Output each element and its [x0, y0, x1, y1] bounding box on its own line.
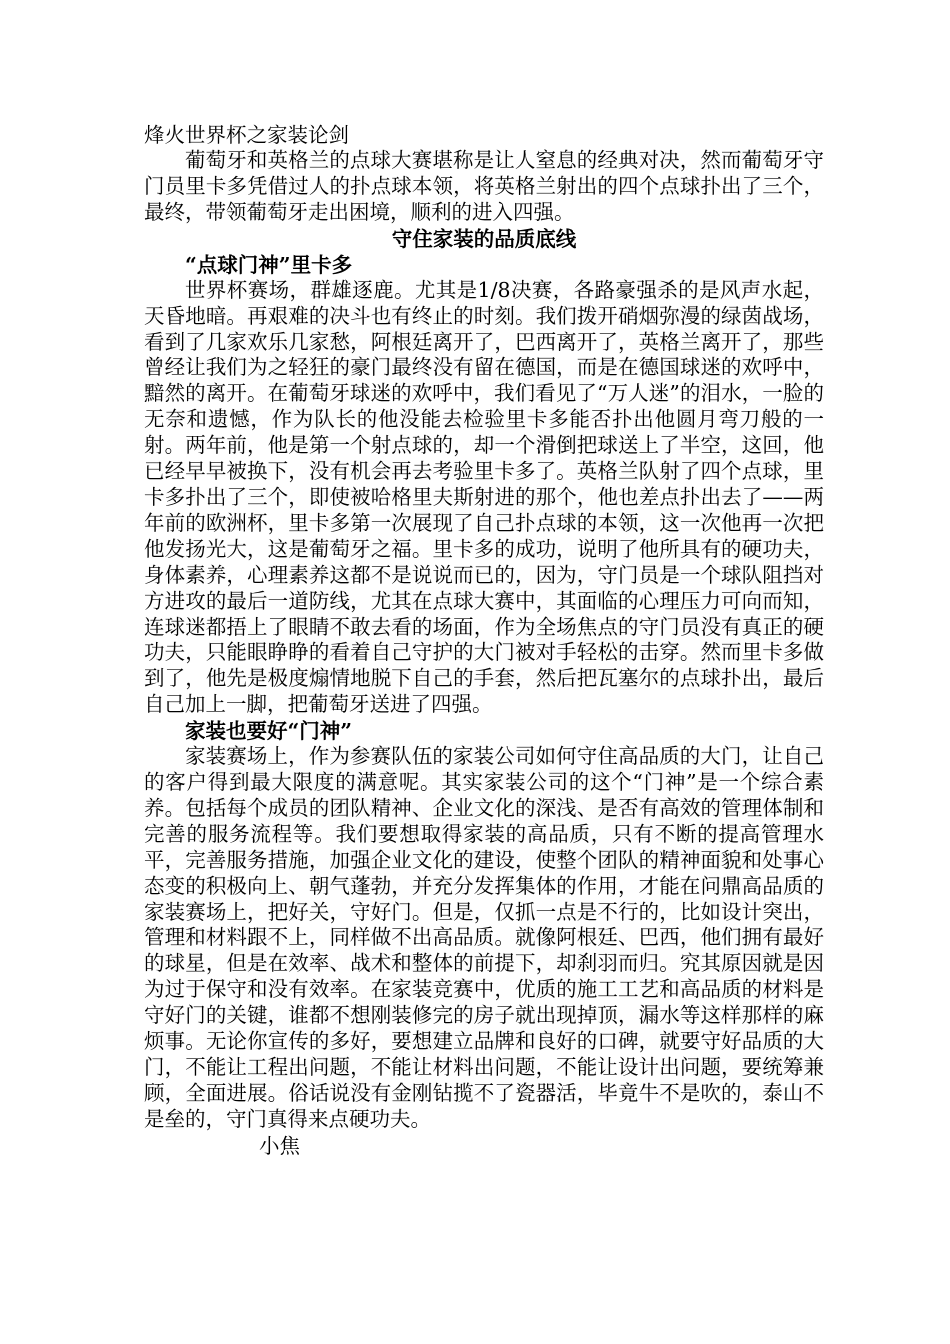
document-page: [144, 122, 824, 1159]
section-body-ricardo: 世界杯赛场，群雄逐鹿。尤其是1/8决赛，各路豪强杀的是风声水起，天昏地暗。再艰难的决斗也有终止的时刻。我们拨开硝烟弥漫的绿茵战场，看到了几家欢乐几家愁，阿根廷离开了，巴西离开了，英格兰离开了，那些曾经让我们为之轻狂的豪门最终没有留在德国，而是在德国球迷的欢呼中，黯然的离开。在葡萄牙球迷的欢呼中，我们看见了“万人迷”的泪水，一脸的无奈和遗憾，作为队长的他没能去检验里卡多能否扑出他圆月弯刀般的一射。两年前，他是第一个射点球的，却一个滑倒把球送上了半空，这回，他已经早早被换下，没有机会再去考验里卡多了。英格兰队射了四个点球，里卡多扑出了三个，即使被哈格里夫斯射进的那个，他也差点扑出去了——两年前的欧洲杯，里卡多第一次展现了自己扑点球的本领，这一次他再一次把他发扬光大，这是葡萄牙之福。里卡多的成功，说明了他所具有的硬功夫，身体素养，心理素养这都不是说说而已的，因为，守门员是一个球队阻挡对方进攻的最后一道防线，尤其在点球大赛中，其面临的心理压力可向而知，连球迷都捂上了眼睛不敢去看的场面，作为全场焦点的守门员没有真正的硬功夫，只能眼睁睁的看着自己守护的大门被对手轻松的击穿。然而里卡多做到了，他先是极度煽情地脱下自己的手套，然后把瓦塞尔的点球扑出，最后自己加上一脚，把葡萄牙送进了四强。: [144, 277, 824, 717]
intro-paragraph: 葡萄牙和英格兰的点球大赛堪称是让人窒息的经典对决，然而葡萄牙守门员里卡多凭借过人的扑点球本领，将英格兰射出的四个点球扑出了三个，最终，带领葡萄牙走出困境，顺利的进入四强。: [144, 148, 824, 224]
section-heading-home-decor: 家装也要好“门神”: [185, 719, 353, 744]
section-heading-ricardo: “点球门神”里卡多: [185, 252, 353, 277]
main-heading: 守住家装的品质底线: [391, 226, 577, 251]
document-title: 烽火世界杯之家装论剑: [144, 123, 349, 147]
section-body-home-decor: 家装赛场上，作为参赛队伍的家装公司如何守住高品质的大门，让自己的客户得到最大限度的满意呢。其实家装公司的这个“门神”是一个综合素养。包括每个成员的团队精神、企业文化的深浅、是否有高效的管理体制和完善的服务流程等。我们要想取得家装的高品质，只有不断的提高管理水平，完善服务措施，加强企业文化的建设，使整个团队的精神面貌和处事心态变的积极向上、朝气蓬勃，并充分发挥集体的作用，才能在问鼎高品质的家装赛场上，把好关，守好门。但是，仅抓一点是不行的，比如设计突出，管理和材料跟不上，同样做不出高品质。就像阿根廷、巴西，他们拥有最好的球星，但是在效率、战术和整体的前提下，却刹羽而归。究其原因就是因为过于保守和没有效率。在家装竞赛中，优质的施工工艺和高品质的材料是守好门的关键，谁都不想刚装修完的房子就出现掉顶，漏水等这样那样的麻烦事。无论你宣传的多好，要想建立品牌和良好的口碑，就要守好品质的大门，不能让工程出问题，不能让材料出问题，不能让设计出问题，要统筹兼顾，全面进展。俗话说没有金刚钻揽不了瓷器活，毕竟牛不是吹的，泰山不是垒的，守门真得来点硬功夫。: [144, 744, 824, 1131]
author-signature: 小焦: [259, 1133, 300, 1158]
